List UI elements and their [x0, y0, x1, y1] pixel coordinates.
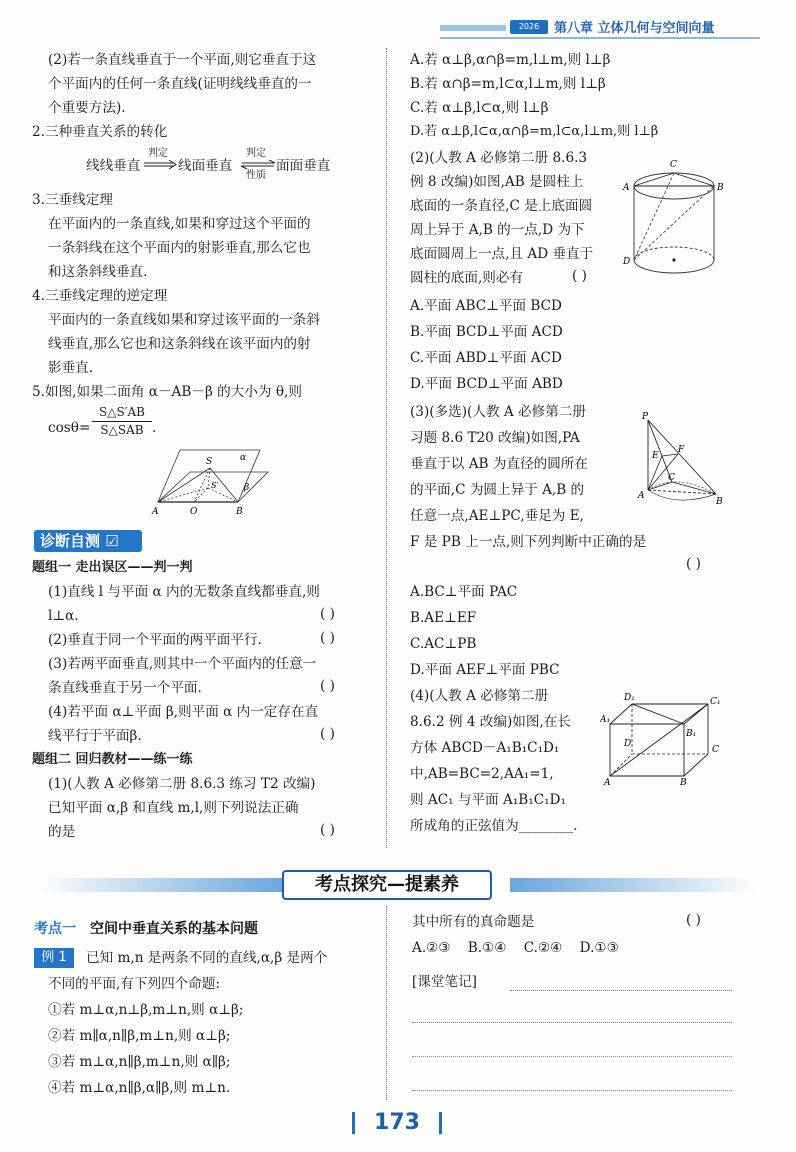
question-line: (4)(人教 A 必修第二册 — [410, 688, 549, 704]
question-line: (3)若两平面垂直,则其中一个平面内的任意一 — [48, 656, 317, 672]
section-heading: 3.三垂线定理 — [32, 192, 113, 208]
cyl-label-A: A — [623, 183, 630, 193]
fig-label-B: B — [236, 507, 243, 517]
option-line: D.平面 AEF⊥平面 PBC — [410, 662, 560, 678]
fraction-tail: . — [152, 420, 157, 436]
pyramid-figure — [636, 410, 726, 506]
notes-line — [412, 1090, 732, 1091]
question-line: 底面圆周上一点,且 AD 垂直于 — [410, 246, 594, 262]
group-one-title: 题组一 走出误区——判一判 — [32, 560, 193, 575]
dihedral-angle-figure — [150, 446, 270, 518]
question-line: (2)(人教 A 必修第二册 8.6.3 — [410, 150, 588, 166]
section-banner: 考点探究—提素养 — [282, 870, 492, 900]
text-line: (2)若一条直线垂直于一个平面,则它垂直于这 — [48, 52, 317, 68]
text-line: 一条斜线在这个平面内的射影垂直,那么它也 — [48, 240, 311, 256]
answer-paren: ( ) — [320, 726, 335, 742]
text-line: 个重要方法). — [48, 100, 126, 116]
box-label-A1: A₁ — [600, 715, 611, 725]
fig-label-A: A — [152, 507, 159, 517]
header-decoration — [0, 0, 796, 50]
question-line: 方体 ABCD－A₁B₁C₁D₁ — [410, 740, 560, 756]
column-divider — [386, 906, 387, 1100]
fig-label-Sprime: S′ — [211, 481, 219, 490]
question-line: (1)(人教 A 必修第二册 8.6.3 练习 T2 改编) — [48, 776, 316, 792]
question-line: 习题 8.6 T20 改编)如图,PA — [410, 430, 580, 446]
question-line: 条直线垂直于另一个平面. — [48, 680, 202, 696]
cuboid-figure — [600, 690, 728, 786]
answer-paren: ( ) — [320, 606, 335, 622]
proposition-3: ③若 m⊥α,n∥β,m⊥n,则 α∥β; — [48, 1054, 231, 1070]
arrow2-top-label: 判定 — [246, 148, 266, 159]
arrow2-bottom-label: 性质 — [246, 170, 266, 181]
box-label-B: B — [680, 778, 687, 786]
option-line: D.平面 BCD⊥平面 ABD — [410, 376, 563, 392]
pyr-label-E: E — [652, 451, 659, 461]
answer-paren: ( ) — [320, 678, 335, 694]
answer-paren: ( ) — [320, 822, 335, 838]
text-line: 平面内的一条直线如果和穿过该平面的一条斜 — [48, 312, 320, 328]
option-line: A.平面 ABC⊥平面 BCD — [410, 298, 562, 314]
section-heading: 5.如图,如果二面角 α－AB－β 的大小为 θ,则 — [32, 384, 302, 400]
box-label-D: D — [624, 739, 632, 749]
question-line: 中,AB=BC=2,AA₁=1, — [410, 766, 554, 782]
fig-label-alpha: α — [240, 453, 247, 463]
pyr-label-P: P — [642, 412, 649, 422]
page-number: 173 — [374, 1110, 420, 1135]
option-line: A.BC⊥平面 PAC — [410, 584, 518, 600]
cylinder-figure — [622, 154, 726, 284]
question-line: 周上异于 A,B 的一点,D 为下 — [410, 222, 585, 238]
pyr-label-C: C — [668, 473, 675, 483]
column-divider — [386, 48, 387, 848]
question-line: F 是 PB 上一点,则下列判断中正确的是 — [410, 534, 647, 550]
question-line: 线平行于平面β. — [48, 728, 142, 744]
question-line: 8.6.2 例 4 改编)如图,在长 — [410, 714, 571, 730]
box-label-C: C — [712, 745, 719, 755]
box-label-D1: D₁ — [624, 693, 635, 703]
chain-a: 线线垂直 — [86, 158, 141, 174]
answer-paren: ( ) — [572, 268, 587, 284]
arrow1-label: 判定 — [148, 148, 168, 159]
section-heading: 2.三种垂直关系的转化 — [32, 124, 168, 140]
question-line: 所成角的正弦值为________. — [410, 818, 578, 834]
example-question: 其中所有的真命题是 — [412, 914, 535, 930]
chart-icon: ☑ — [105, 532, 119, 550]
fig-label-beta: β — [244, 483, 250, 493]
option-line: B.AE⊥EF — [410, 610, 477, 626]
answer-paren: ( ) — [686, 912, 701, 928]
implies-arrow-icon — [144, 160, 178, 170]
question-line: 则 AC₁ 与平面 A₁B₁C₁D₁ — [410, 792, 566, 808]
section-heading: 4.三垂线定理的逆定理 — [32, 288, 168, 304]
option-line: D.若 α⊥β,l⊂α,α∩β=m,l⊂α,l⊥m,则 l⊥β — [410, 124, 659, 139]
chapter-title: 第八章 立体几何与空间向量 — [554, 21, 715, 36]
notes-label: [课堂笔记] — [412, 974, 477, 990]
proposition-1: ①若 m⊥α,n⊥β,m⊥n,则 α⊥β; — [48, 1002, 244, 1018]
group-two-title: 题组二 回归教材——练一练 — [32, 752, 193, 767]
option-line: B.若 α∩β=m,l⊂α,l⊥m,则 l⊥β — [410, 76, 606, 92]
text-line: 个平面内的任何一条直线(证明线线垂直的一 — [48, 76, 312, 92]
notes-line — [412, 1056, 732, 1057]
example-line: 已知 m,n 是两条不同的直线,α,β 是两个 — [86, 950, 328, 966]
answer-paren: ( ) — [320, 630, 335, 646]
fraction-numerator: S△S′AB — [92, 404, 152, 422]
option-line: C.平面 ABD⊥平面 ACD — [410, 350, 562, 366]
proposition-4: ④若 m⊥α,n∥β,α∥β,则 m⊥n. — [48, 1080, 231, 1096]
notes-line — [510, 990, 732, 991]
diagnostic-badge — [34, 530, 142, 552]
option-line: C.AC⊥PB — [410, 636, 477, 652]
chain-b: 线面垂直 — [178, 158, 233, 174]
example-options: A.②③ B.①④ C.②④ D.①③ — [412, 940, 619, 956]
question-line: (2)垂直于同一个平面的两平面平行. — [48, 632, 262, 648]
option-line: B.平面 BCD⊥平面 ACD — [410, 324, 563, 340]
cyl-label-D: D — [623, 257, 631, 267]
text-line: 在平面内的一条直线,如果和穿过这个平面的 — [48, 216, 311, 232]
chain-c: 面面垂直 — [276, 158, 331, 174]
example-badge: 例 1 — [34, 948, 74, 968]
question-line: 圆柱的底面,则必有 — [410, 270, 524, 286]
question-line: l⊥α. — [48, 608, 79, 624]
text-line: 影垂直. — [48, 360, 94, 376]
topic-badge — [34, 918, 258, 938]
topic-title: 空间中垂直关系的基本问题 — [90, 921, 258, 937]
question-line: 例 8 改编)如图,AB 是圆柱上 — [410, 174, 584, 190]
box-label-A: A — [604, 778, 611, 786]
notes-line — [412, 1022, 732, 1023]
question-line: 的平面,C 为圆上异于 A,B 的 — [410, 482, 585, 498]
question-line: 的是 — [48, 824, 76, 840]
fraction-denominator: S△SAB — [100, 423, 144, 437]
cyl-label-B: B — [717, 183, 724, 193]
question-line: (4)若平面 α⊥平面 β,则平面 α 内一定存在直 — [48, 704, 319, 720]
question-line: 已知平面 α,β 和直线 m,l,则下列说法正确 — [48, 800, 299, 816]
diagnostic-badge-label: 诊断自测 — [40, 532, 101, 550]
question-line: (1)直线 l 与平面 α 内的无数条直线都垂直,则 — [48, 584, 320, 600]
question-line: 底面的一条直径,C 是上底面圆 — [410, 198, 593, 214]
fig-label-S: S — [206, 457, 213, 467]
question-line: 任意一点,AE⊥PC,垂足为 E, — [410, 508, 584, 524]
cos-lhs: cosθ= — [48, 420, 91, 436]
box-label-C1: C₁ — [710, 697, 721, 707]
cos-fraction — [92, 404, 152, 439]
question-line: 垂直于以 AB 为直径的圆所在 — [410, 456, 588, 472]
text-line: 线垂直,那么它也和这条斜线在该平面内的射 — [48, 336, 311, 352]
topic-badge-label: 考点一 — [34, 921, 76, 937]
pyr-label-F: F — [678, 445, 685, 455]
text-line: 和这条斜线垂直. — [48, 264, 148, 280]
pyr-label-A: A — [638, 491, 645, 501]
proposition-2: ②若 m∥α,n∥β,m⊥n,则 α⊥β; — [48, 1028, 231, 1044]
pyr-label-B: B — [716, 497, 723, 506]
question-line: (3)(多选)(人教 A 必修第二册 — [410, 404, 586, 420]
example-line: 不同的平面,有下列四个命题: — [48, 976, 221, 992]
fig-label-O: O — [190, 507, 198, 517]
option-line: A.若 α⊥β,α∩β=m,l⊥m,则 l⊥β — [410, 52, 611, 68]
cyl-label-C: C — [670, 160, 677, 170]
year-badge: 2026 — [510, 20, 548, 34]
box-label-B1: B₁ — [686, 729, 697, 739]
answer-paren: ( ) — [686, 556, 701, 572]
option-line: C.若 α⊥β,l⊂α,则 l⊥β — [410, 100, 549, 116]
